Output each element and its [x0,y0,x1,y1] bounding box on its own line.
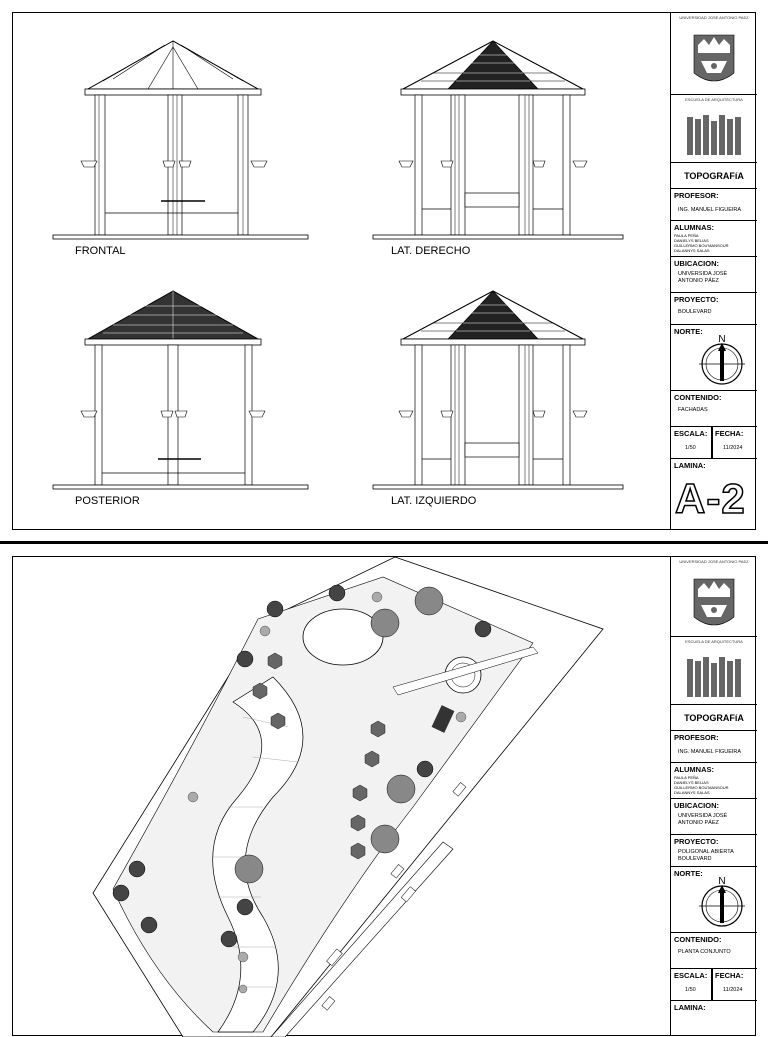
ubicacion-label: UBICACION: [674,259,719,268]
profesor-label: PROFESOR: [674,733,719,742]
proyecto-value: POLIGONAL ABIERTA BOULEVARD [678,849,734,862]
escala-value: 1/50 [685,987,696,993]
subject-title: TOPOGRAFíA [684,171,744,181]
norte-cell [671,867,757,933]
profesor-cell [671,731,757,763]
ubicacion-cell [671,257,757,293]
alumnas-label: ALUMNAS: [674,765,714,774]
school-logo-icon [671,95,757,163]
alumnas-label: ALUMNAS: [674,223,714,232]
title-block [670,13,757,529]
university-crest-icon [671,13,757,95]
north-arrow-icon [671,325,757,391]
proyecto-cell [671,293,757,325]
elevations-drawing-area [13,13,669,529]
university-crest-icon [671,557,757,637]
escala-label: ESCALA: [674,429,708,438]
sheet-fachadas [12,12,756,530]
ubicacion-label: UBICACION: [674,801,719,810]
proyecto-label: PROYECTO: [674,295,719,304]
university-name: UNIVERSIDAD JOSE ANTONIO PAEZ [679,559,749,564]
ubicacion-value: UNIVERSIDA JOSÉ ANTONIO PÁEZ [678,813,728,826]
subject-cell [671,705,757,731]
fecha-value: 11/2024 [723,987,743,993]
sheet-planta-conjunto [12,556,756,1036]
alumnas-cell [671,221,757,257]
gazebo-elevations [13,13,669,528]
profesor-label: PROFESOR: [674,191,719,200]
north-arrow-icon [671,867,757,933]
lamina-label: LAMINA: [674,461,706,470]
contenido-label: CONTENIDO: [674,935,722,944]
site-plan [13,557,669,1037]
school-cell [671,637,757,705]
norte-label: NORTE: [674,327,703,336]
sheet-separator [0,541,768,544]
fecha-label: FECHA: [715,429,744,438]
alumnas-list: PAULA PEÑA DANIELYS BELIAS GUILLERMO BOU'MANSOUR DALANNYS SALAS [674,775,729,795]
contenido-value: FACHADAS [678,407,708,413]
profesor-name: ING. MANUEL FIGUEIRA [678,749,742,755]
norte-label: NORTE: [674,869,703,878]
contenido-cell [671,391,757,427]
lamina-cell [671,459,757,529]
escala-label: ESCALA: [674,971,708,980]
lamina-label: LAMINA: [674,1003,706,1012]
ubicacion-value: UNIVERSIDA JOSÉ ANTONIO PÁEZ [678,271,728,284]
caption-lat-derecho: LAT. DERECHO [391,245,471,257]
lamina-number: A-2 [675,475,746,522]
caption-posterior: POSTERIOR [75,495,140,507]
university-logo-cell [671,557,757,637]
escala-value: 1/50 [685,445,696,451]
site-plan-drawing-area [13,557,669,1035]
ubicacion-cell [671,799,757,835]
contenido-cell [671,933,757,969]
proyecto-label: PROYECTO: [674,837,719,846]
school-name: ESCUELA DE ARQUITECTURA [685,97,743,102]
fecha-value: 11/2024 [723,445,743,451]
caption-frontal: FRONTAL [75,245,126,257]
escala-fecha-cell [671,427,757,459]
north-letter: N [718,334,726,345]
alumnas-cell [671,763,757,799]
proyecto-cell [671,835,757,867]
profesor-name: ING. MANUEL FIGUEIRA [678,207,742,213]
subject-title: TOPOGRAFíA [684,713,744,723]
subject-cell [671,163,757,189]
escala-fecha-cell [671,969,757,1001]
school-cell [671,95,757,163]
north-letter: N [718,876,726,887]
university-name: UNIVERSIDAD JOSE ANTONIO PAEZ [679,15,749,20]
school-name: ESCUELA DE ARQUITECTURA [685,639,743,644]
university-logo-cell [671,13,757,95]
contenido-value: PLANTA CONJUNTO [678,949,731,955]
alumnas-list: PAULA PEÑA DANIELYS BELIAS GUILLERMO BOU'MANSOUR DALANNYS SALAS [674,233,729,253]
proyecto-value: BOULEVARD [678,309,712,315]
title-block [670,557,757,1035]
lamina-cell [671,1001,757,1037]
norte-cell [671,325,757,391]
caption-lat-izquierdo: LAT. IZQUIERDO [391,495,477,507]
profesor-cell [671,189,757,221]
fecha-label: FECHA: [715,971,744,980]
school-logo-icon [671,637,757,705]
contenido-label: CONTENIDO: [674,393,722,402]
